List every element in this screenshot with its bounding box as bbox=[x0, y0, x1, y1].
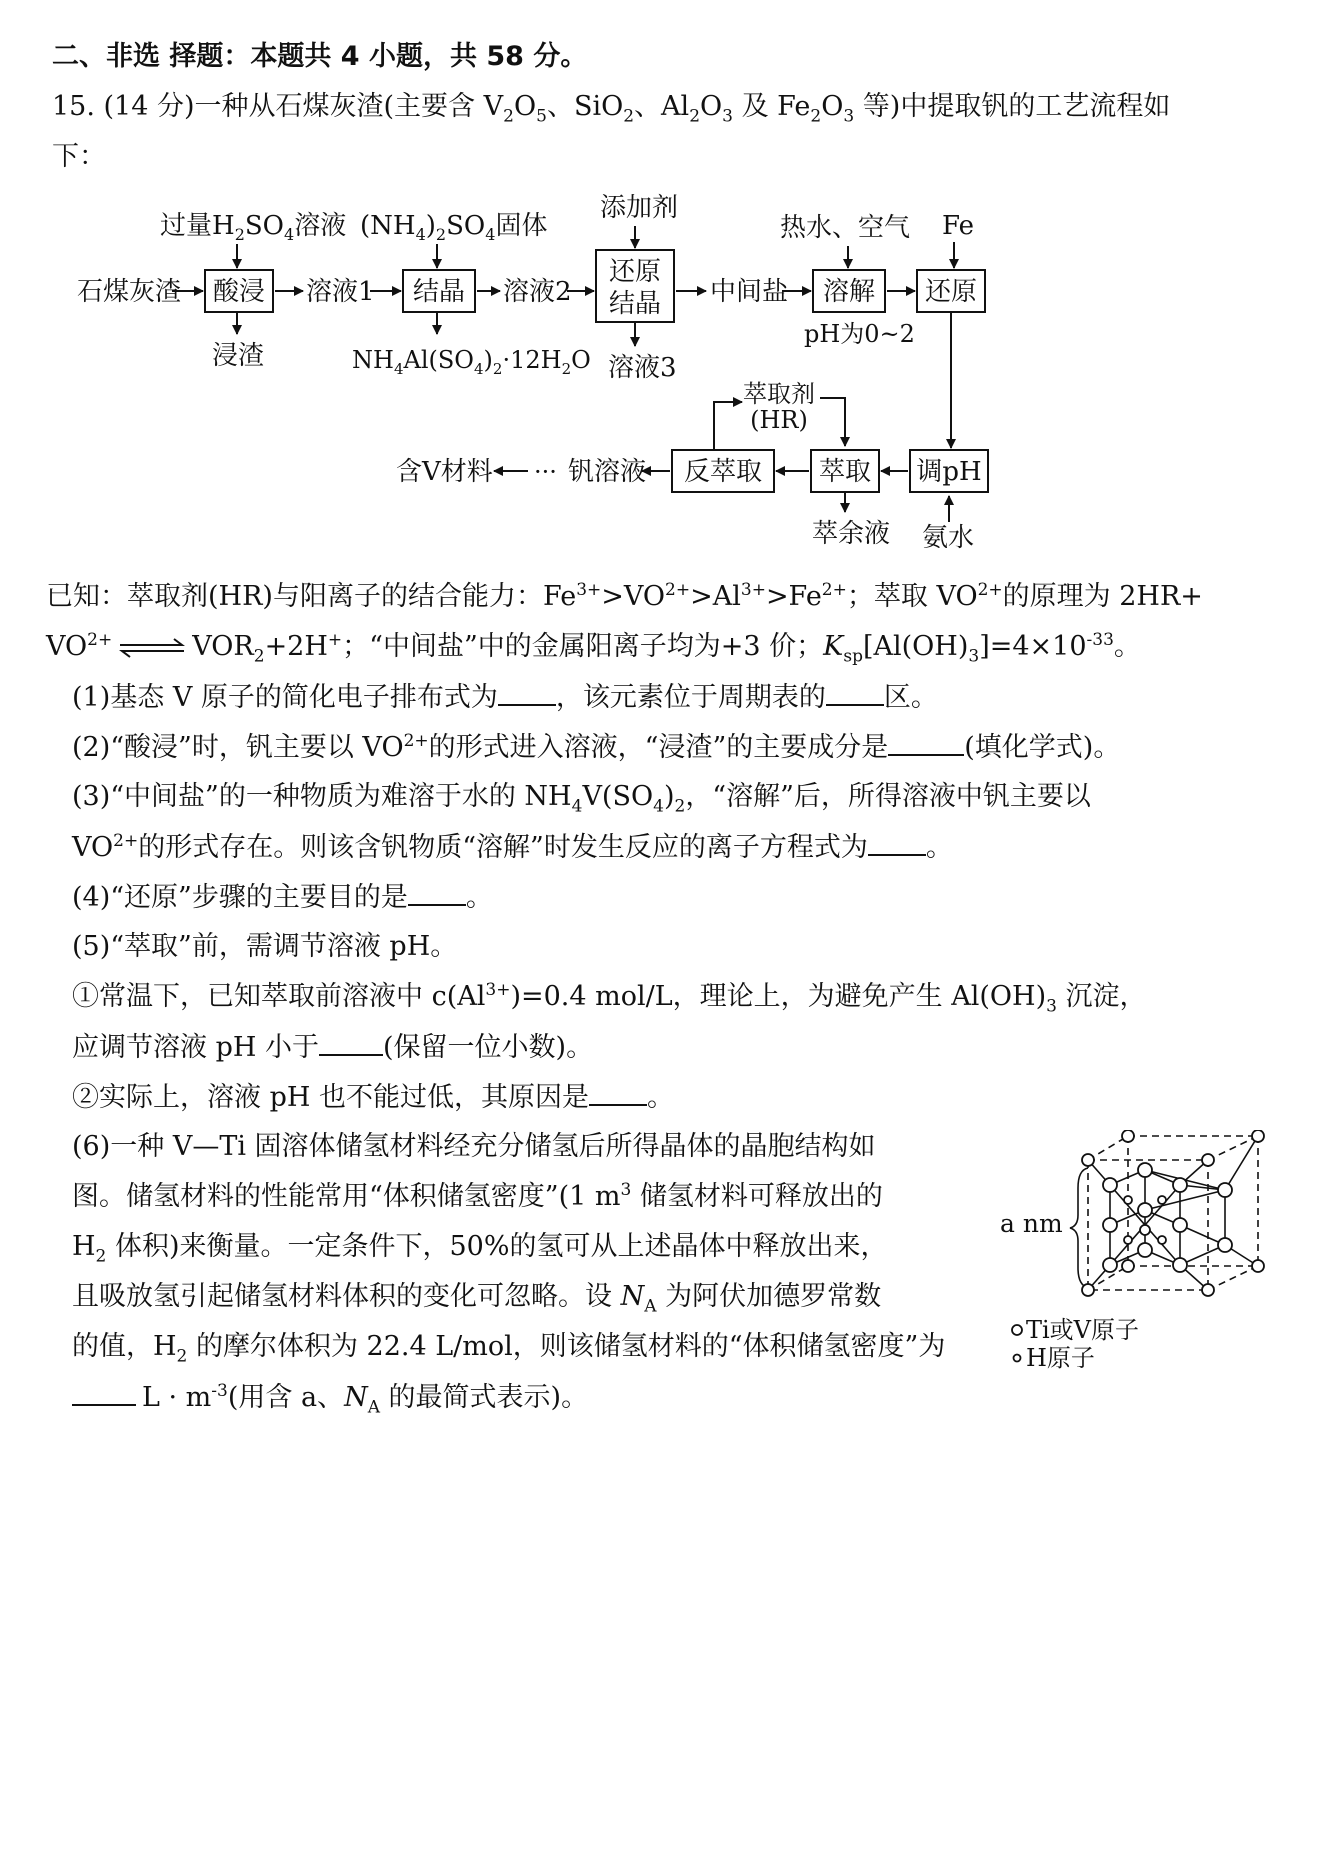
solution-1-label: 溶液1 bbox=[306, 277, 375, 307]
box-reduce-crystallize-line2: 结晶 bbox=[608, 289, 662, 319]
vanadium-solution-label: 钒溶液 bbox=[568, 457, 647, 487]
known-info-line2: $VO^{2+}$ $VOR_2+2H^+$；“中间盐”中的金属阳离子均为+3 价；$K_{sp}[Al(OH)_3]=4\times 10^{-33}$。 bbox=[46, 630, 1141, 667]
residue-label: 浸渣 bbox=[212, 341, 265, 371]
sub-question-6-line2: 图。储氢材料的性能常用“体积储氢密度”(1 $m^3$ 储氢材料可释放出的 bbox=[72, 1180, 883, 1212]
reagent-h2so4: 过量$H_2SO_4$溶液 bbox=[160, 211, 347, 244]
ph-note: pH为0~2 bbox=[804, 320, 915, 348]
sub-question-5-part1-line1: ①常温下，已知萃取前溶液中 $c(Al^{3+})=0.4$ mol/L，理论上，为避免产生 $Al(OH)_3$ 沉淀， bbox=[72, 980, 1147, 1017]
sub-question-3-line1: (3)“中间盐”的一种物质为难溶于水的 $NH_4V(SO_4)_2$，“溶解”后，所得溶液中钒主要以 bbox=[72, 781, 1091, 817]
section-header: 二、非选 择题：本题共 4 小题，共 58 分。 bbox=[52, 41, 588, 72]
reagent-hot-water-air: 热水、空气 bbox=[780, 213, 911, 243]
size-label: a nm bbox=[1000, 1209, 1063, 1238]
raffinate-label: 萃余液 bbox=[812, 519, 891, 549]
sub-question-1: (1)基态 V 原子的简化电子排布式为 ，该元素位于周期表的 区。 bbox=[72, 682, 938, 713]
legend-hydrogen-atom: H原子 bbox=[1026, 1344, 1095, 1372]
sub-question-4: (4)“还原”步骤的主要目的是 。 bbox=[72, 882, 493, 913]
additive-label: 添加剂 bbox=[600, 193, 679, 223]
sub-question-3-line2: $VO^{2+}$的形式存在。则该含钒物质“溶解”时发生反应的离子方程式为 。 bbox=[72, 831, 953, 863]
box-crystallize-label: 结晶 bbox=[412, 277, 466, 307]
intermediate-salt-label: 中间盐 bbox=[710, 277, 789, 307]
legend-metal-atom: Ti或V原子 bbox=[1026, 1316, 1140, 1344]
ammonia-label: 氨水 bbox=[922, 523, 975, 553]
solution-3-label: 溶液3 bbox=[608, 353, 677, 383]
sub-question-2: (2)“酸浸”时，钒主要以 $VO^{2+}$的形式进入溶液，“浸渣”的主要成分是 (填化学式)。 bbox=[72, 731, 1121, 763]
feed-label: 石煤灰渣 bbox=[77, 277, 182, 307]
reagent-nh4so4: $(NH_4)_2SO_4$固体 bbox=[360, 211, 548, 244]
final-product-label: 含V材料 bbox=[396, 457, 493, 487]
equilibrium-arrow-icon bbox=[118, 638, 186, 658]
sub-question-6-line4: 且吸放氢引起储氢材料体积的变化可忽略。设 $N_A$ 为阿伏加德罗常数 bbox=[72, 1281, 882, 1317]
sub-question-6-line3: $H_2$ 体积)来衡量。一定条件下，50%的氢可从上述晶体中释放出来， bbox=[72, 1231, 888, 1267]
sub-question-6-line6: $L \cdot m^{-3}$(用含 a、$N_A$ 的最简式表示)。 bbox=[72, 1380, 588, 1415]
box-acid-leach-label: 酸浸 bbox=[212, 277, 266, 307]
process-flowchart bbox=[0, 188, 1323, 568]
box-adjust-ph-label: 调pH bbox=[916, 457, 982, 487]
box-reduce-crystallize-line1: 还原 bbox=[608, 257, 662, 287]
sub-question-5: (5)“萃取”前，需调节溶液 pH。 bbox=[72, 931, 458, 962]
sub-question-5-part1-line2: 应调节溶液 pH 小于 (保留一位小数)。 bbox=[72, 1032, 594, 1063]
unit-cell-figure bbox=[1000, 1130, 1320, 1390]
box-reduce-label: 还原 bbox=[924, 277, 978, 307]
sub-question-5-part2: ②实际上，溶液 pH 也不能过低，其原因是 。 bbox=[72, 1082, 674, 1113]
known-info-line1: 已知：萃取剂(HR)与阳离子的结合能力：$Fe^{3+}>VO^{2+}>Al^{3+}>Fe^{2+}$；萃取 $VO^{2+}$的原理为 2HR+ bbox=[46, 580, 1203, 612]
sub-question-6-line1: (6)一种 V—Ti 固溶体储氢材料经充分储氢后所得晶体的晶胞结构如 bbox=[72, 1131, 876, 1162]
reagent-fe: Fe bbox=[942, 211, 975, 241]
ellipsis-label: ··· bbox=[534, 458, 557, 486]
question-15-intro-line2: 下： bbox=[52, 141, 106, 172]
solution-2-label: 溶液2 bbox=[503, 277, 572, 307]
question-15-intro: 15. (14 分)一种从石煤灰渣(主要含 $V_2O_5$、SiO$_2$、$Al_2O_3$ 及 $Fe_2O_3$ 等)中提取钒的工艺流程如 bbox=[52, 91, 1171, 127]
box-dissolve-label: 溶解 bbox=[822, 277, 876, 307]
extractant-line1: 萃取剂 bbox=[743, 380, 815, 408]
byproduct-label: $NH_4Al(SO_4)_2\cdot 12H_2O$ bbox=[352, 346, 591, 378]
sub-question-6-line5: 的值，$H_2$ 的摩尔体积为 22.4 L/mol，则该储氢材料的“体积储氢密度”为 bbox=[72, 1331, 946, 1367]
extractant-line2: (HR) bbox=[750, 406, 808, 434]
box-extract-label: 萃取 bbox=[818, 457, 872, 487]
box-back-extract-label: 反萃取 bbox=[683, 457, 763, 487]
